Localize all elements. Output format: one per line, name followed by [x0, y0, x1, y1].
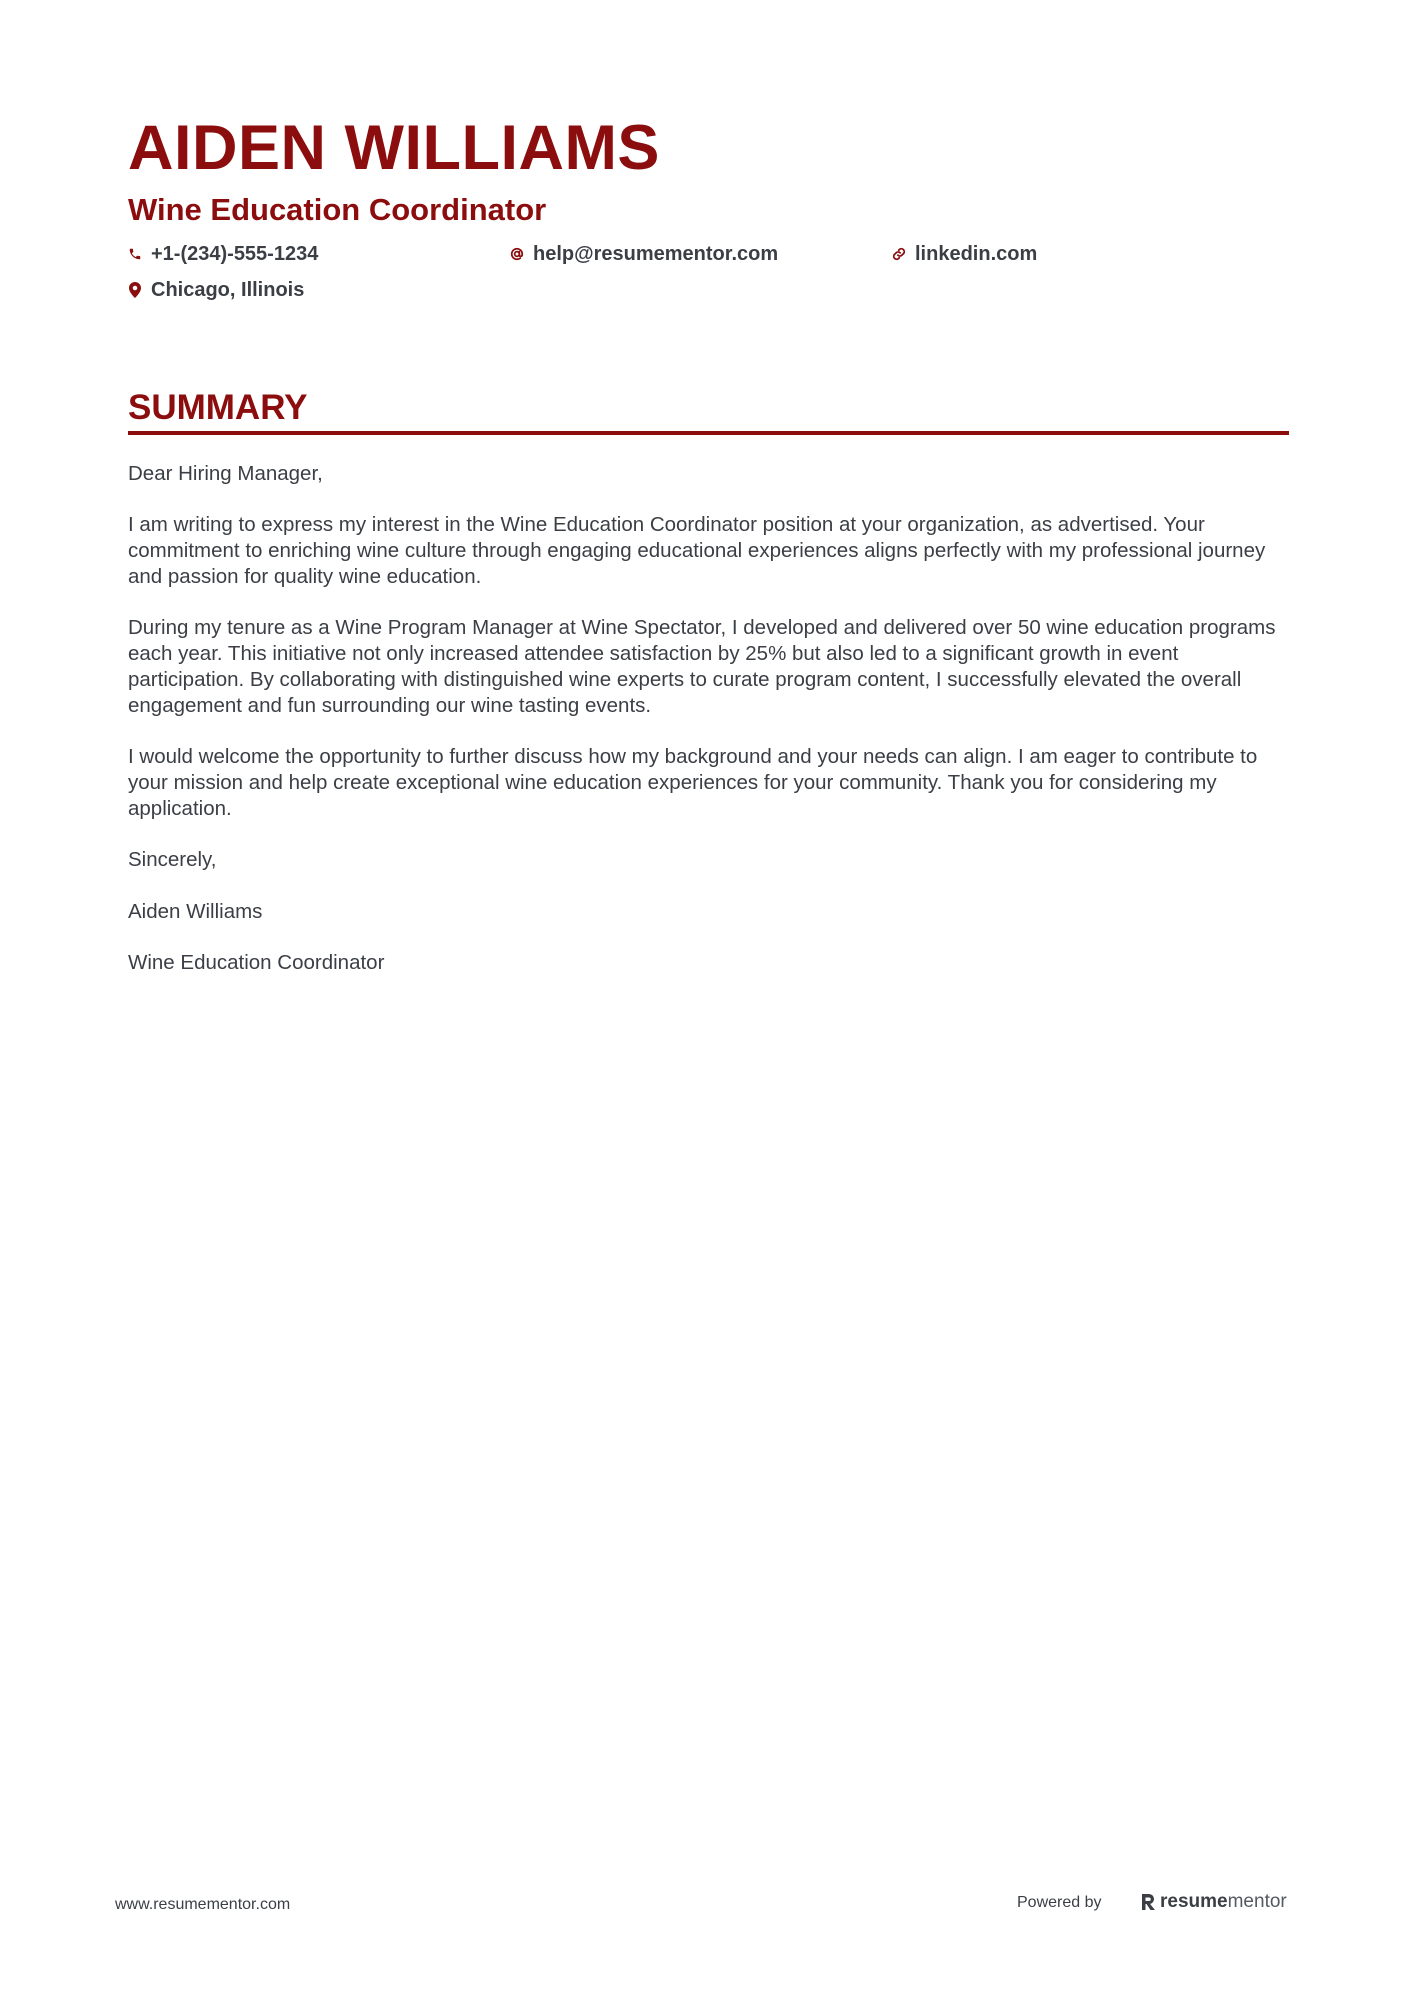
phone-icon [128, 246, 142, 262]
job-title: Wine Education Coordinator [128, 192, 547, 227]
footer-url[interactable]: www.resumementor.com [115, 1896, 291, 1913]
brand-name-light: mentor [1227, 1891, 1287, 1912]
letter-paragraph: I would welcome the opportunity to further discuss how my background and your needs can align. I am eager to contribute to your mission and help create exceptional wine education experiences for your community. Thank you for considering my application. [128, 745, 1258, 820]
location-pin-icon [128, 282, 142, 298]
letter-paragraph: During my tenure as a Wine Program Manager at Wine Spectator, I developed and delivered over 50 wine education programs each year. This initiative not only increased attendee satisfaction by 25% but also led to a significant growth in event participation. By collaborating with distinguished wine experts to curate program content, I successfully elevated the overall engagement and fun surrounding our wine tasting events. [128, 616, 1276, 717]
brand-logo[interactable] [1140, 1889, 1287, 1915]
contact-email[interactable] [510, 241, 778, 267]
link-icon [892, 246, 906, 262]
contact-linkedin[interactable] [892, 241, 1037, 267]
salutation: Dear Hiring Manager, [128, 462, 323, 485]
letter-paragraph: I am writing to express my interest in the Wine Education Coordinator position at your organization, as advertised. Your commitment to enriching wine culture through engaging educational experiences aligns perfectly with my professional journey and passion for quality wine education. [128, 513, 1266, 588]
brand-name-bold: resume [1160, 1891, 1228, 1912]
email-text: help@resumementor.com [533, 243, 779, 265]
resumementor-logo-icon [1140, 1892, 1156, 1912]
powered-by-label: Powered by [1017, 1894, 1102, 1911]
signature-name: Aiden Williams [128, 899, 263, 923]
summary-heading: SUMMARY [128, 388, 308, 427]
contact-phone [128, 241, 318, 267]
closing: Sincerely, [128, 848, 217, 872]
contact-location [128, 277, 304, 303]
location-text: Chicago, Illinois [151, 279, 305, 301]
signature-title: Wine Education Coordinator [128, 950, 385, 974]
candidate-name: AIDEN WILLIAMS [128, 113, 660, 183]
phone-text: +1-(234)-555-1234 [151, 243, 319, 265]
cover-letter-body [128, 461, 1293, 1001]
at-sign-icon [510, 246, 524, 262]
linkedin-text: linkedin.com [915, 243, 1038, 265]
section-divider [128, 431, 1289, 435]
